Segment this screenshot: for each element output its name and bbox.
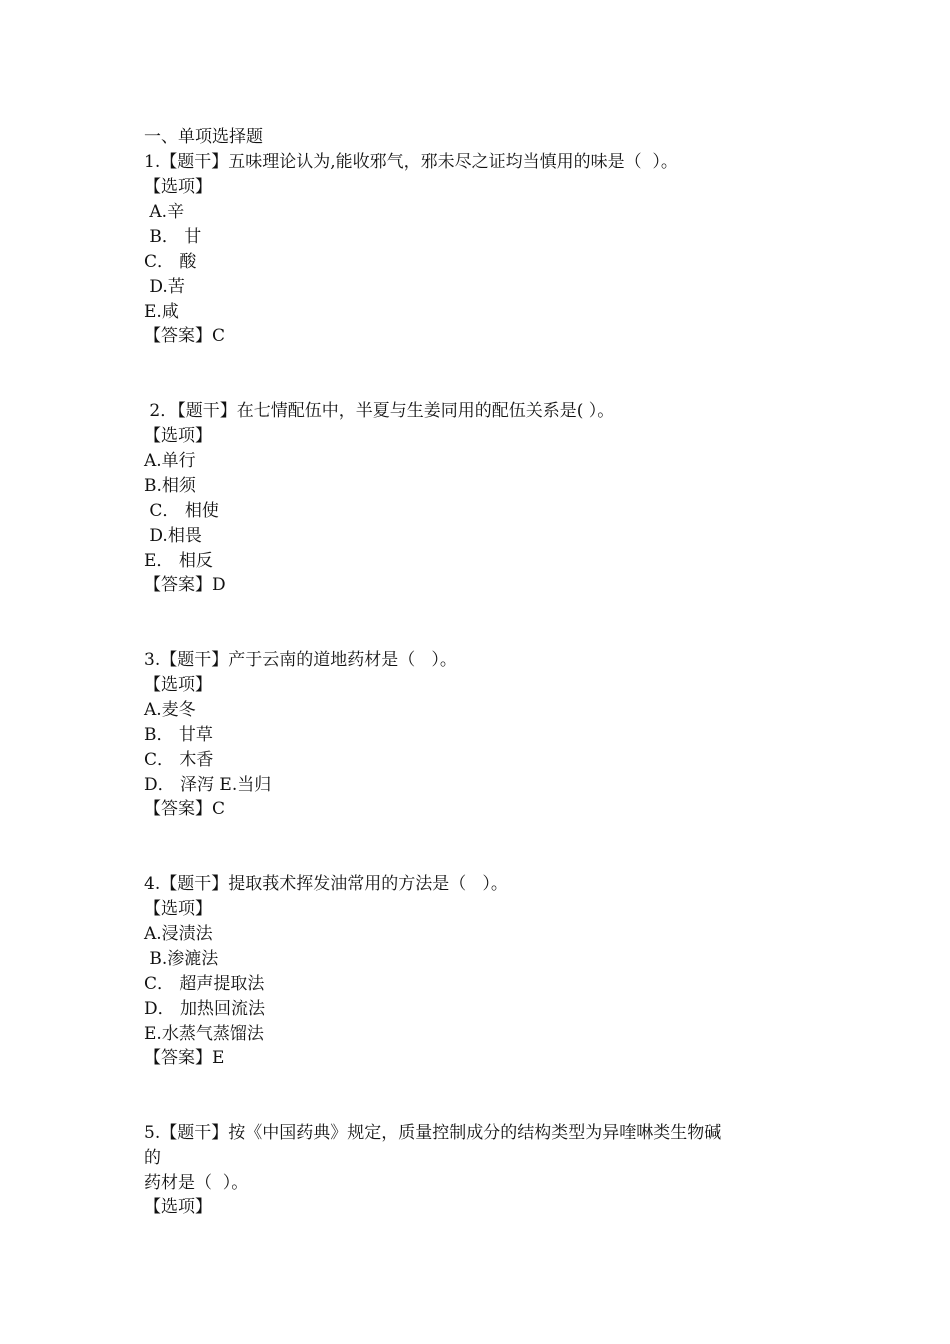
options-label: 【选项】 (144, 899, 212, 919)
options-label: 【选项】 (144, 675, 212, 695)
option-item: C． 酸 (144, 252, 197, 272)
options-label: 【选项】 (144, 1197, 212, 1217)
option-item: B． 甘草 (144, 725, 213, 745)
option-item: A.辛 (144, 202, 185, 222)
options-label: 【选项】 (144, 426, 212, 446)
question-stem: 4.【题干】提取莪术挥发油常用的方法是（ ）。 (144, 874, 508, 894)
question-stem-continued: 的 (144, 1148, 161, 1168)
question-stem: 3.【题干】产于云南的道地药材是（ ）。 (144, 650, 457, 670)
answer: 【答案】C (144, 799, 226, 819)
option-item: D.苦 (144, 277, 185, 297)
option-item: D． 加热回流法 (144, 999, 266, 1019)
option-item: A.单行 (144, 451, 196, 471)
question-stem: 5.【题干】按《中国药典》规定，质量控制成分的结构类型为异喹啉类生物碱 (144, 1123, 722, 1143)
option-item: B.渗漉法 (144, 949, 219, 969)
question-stem: 2．【题干】在七情配伍中，半夏与生姜同用的配伍关系是( ）。 (144, 401, 615, 421)
option-item: D.相畏 (144, 526, 202, 546)
answer: 【答案】C (144, 326, 226, 346)
option-item: B.相须 (144, 476, 196, 496)
option-item: E.水蒸气蒸馏法 (144, 1024, 264, 1044)
option-item: C． 木香 (144, 750, 214, 770)
options-label: 【选项】 (144, 177, 212, 197)
section-title: 一、单项选择题 (144, 127, 263, 147)
option-item: E.咸 (144, 302, 179, 322)
answer: 【答案】E (144, 1048, 225, 1068)
question-stem: 1.【题干】五味理论认为,能收邪气，邪未尽之证均当慎用的味是（ ）。 (144, 152, 678, 172)
option-item: A.麦冬 (144, 700, 196, 720)
option-item: B． 甘 (144, 227, 202, 247)
option-item: C． 相使 (144, 501, 219, 521)
option-item: D． 泽泻 E.当归 (144, 775, 272, 795)
question-stem-continued: 药材是（ ）。 (144, 1173, 249, 1193)
answer: 【答案】D (144, 575, 226, 595)
option-item: C． 超声提取法 (144, 974, 265, 994)
option-item: E． 相反 (144, 551, 213, 571)
option-item: A.浸渍法 (144, 924, 213, 944)
